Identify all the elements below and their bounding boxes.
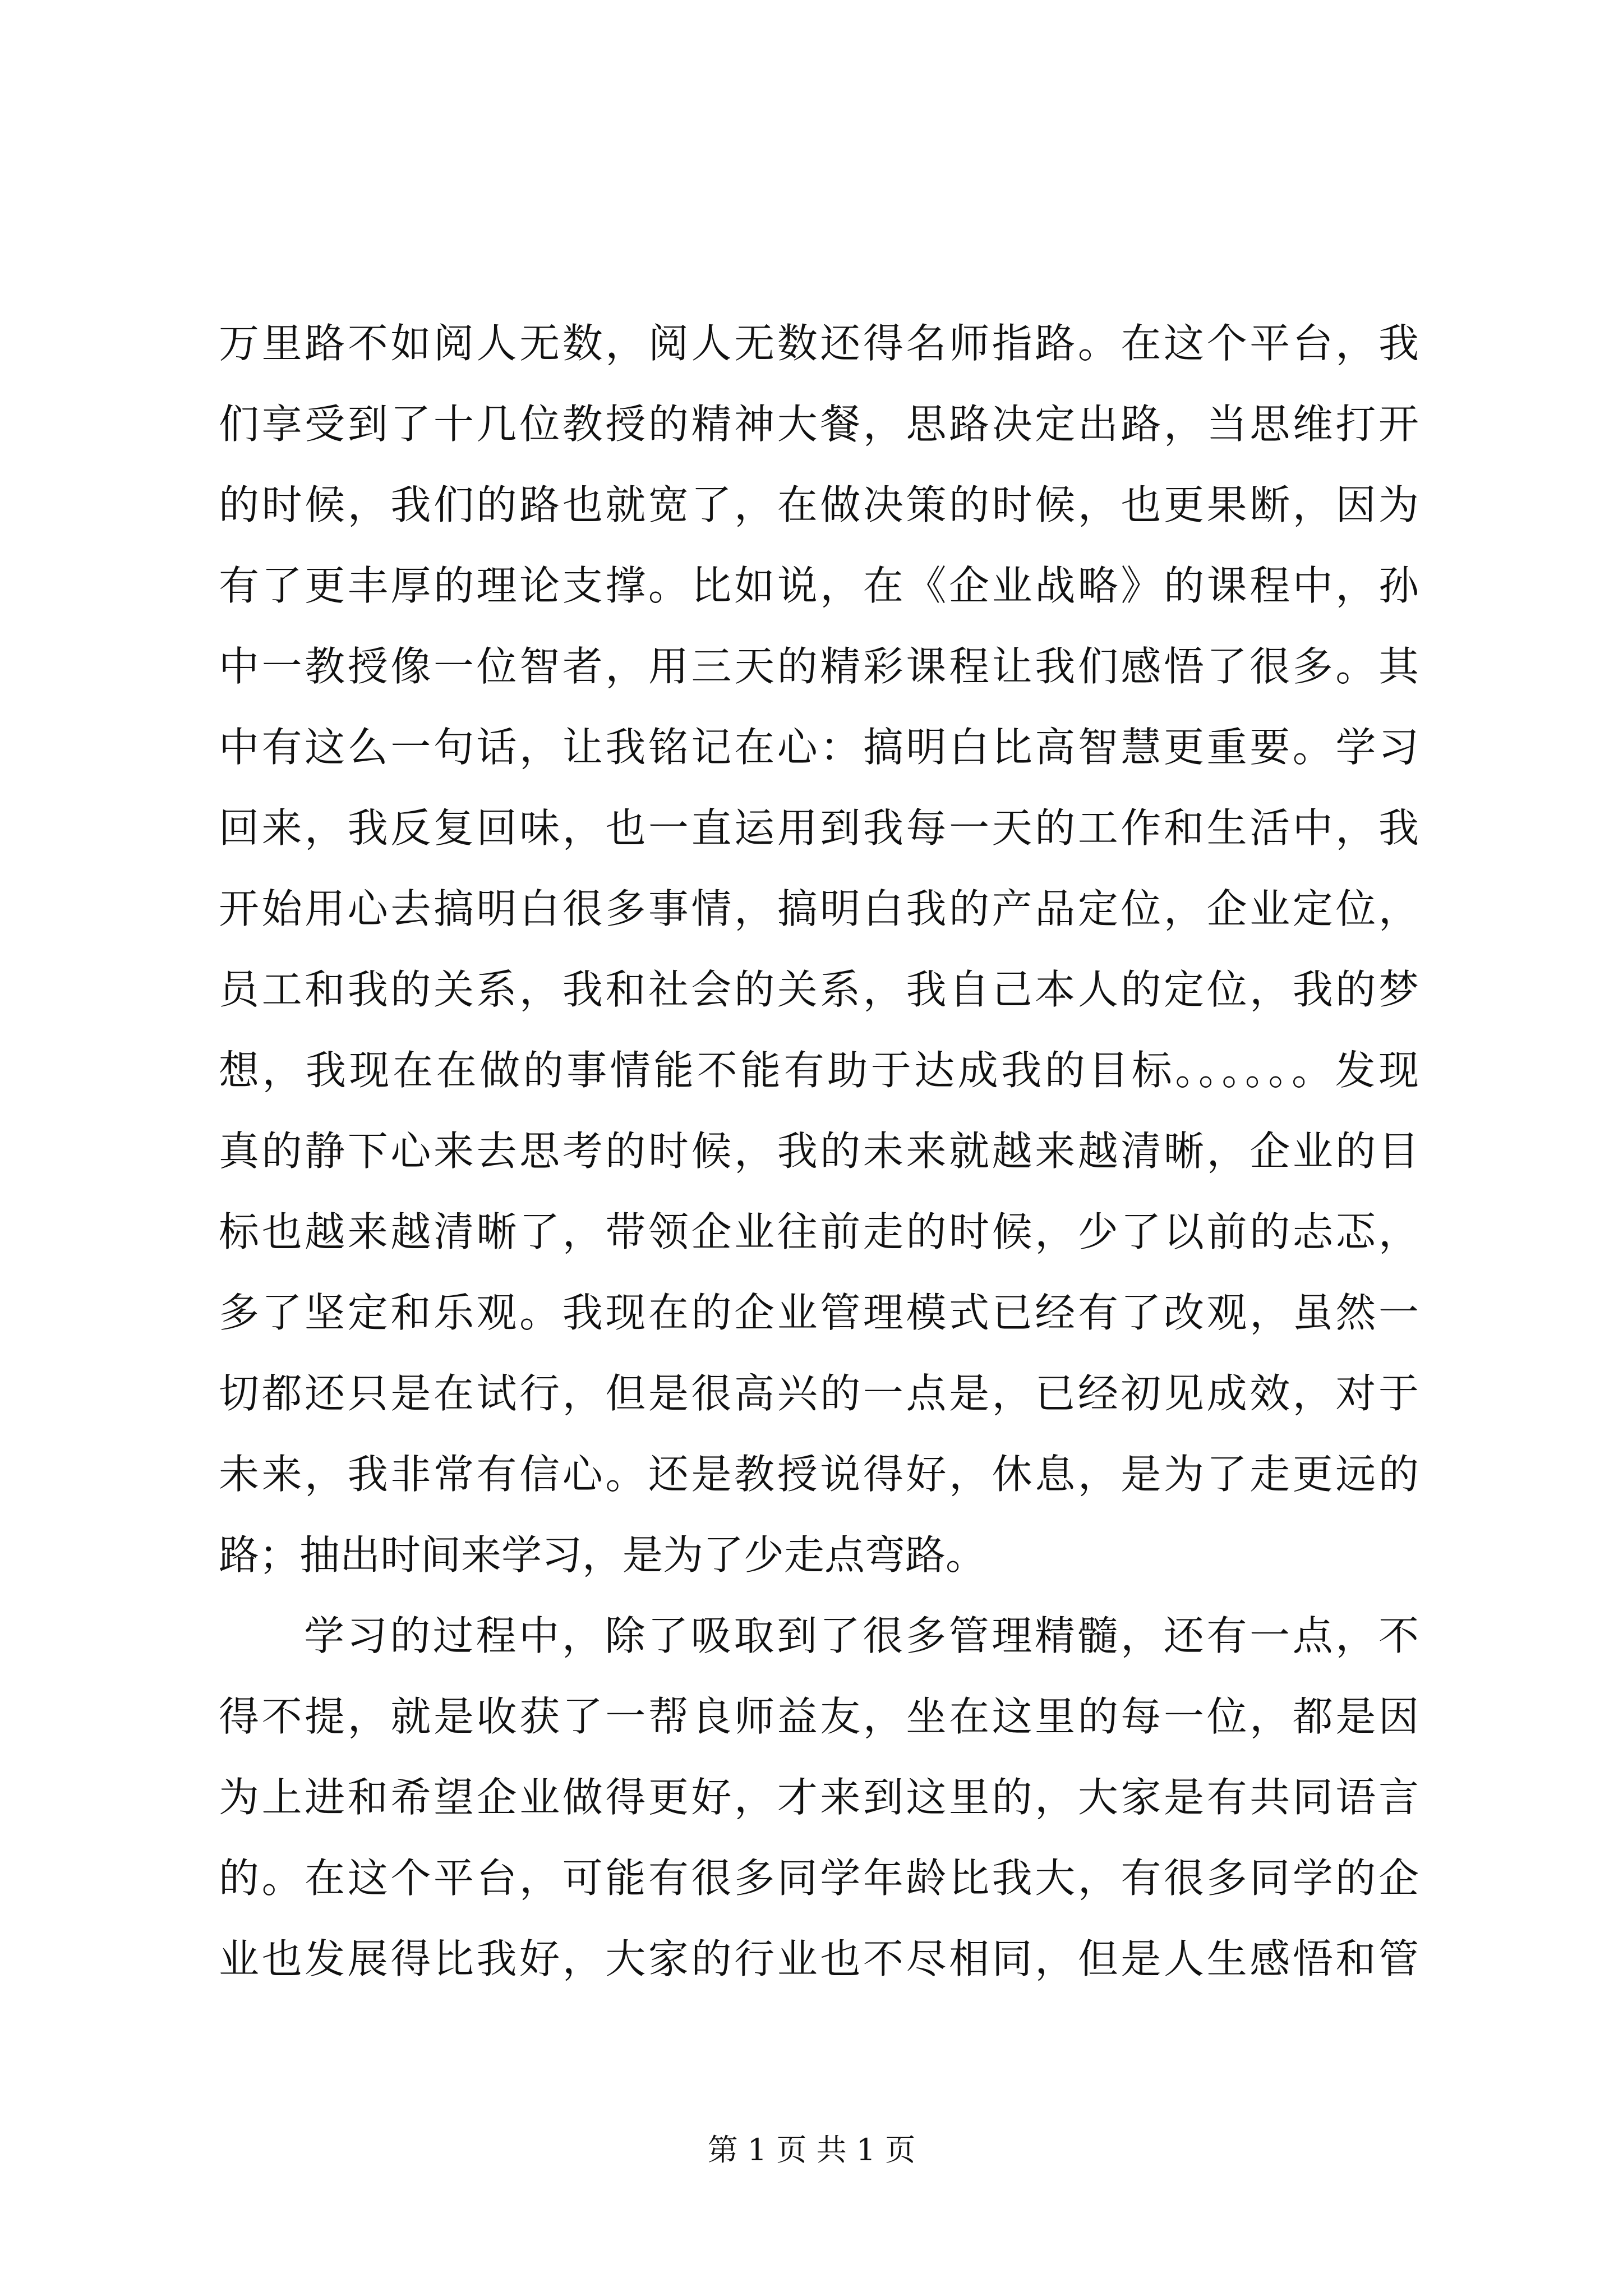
page-footer (0, 2126, 1623, 2169)
text-line: 切都还只是在试行，但是很高兴的一点是，已经初见成效，对于 (219, 1370, 1419, 1417)
text-line: 业也发展得比我好，大家的行业也不尽相同，但是人生感悟和管 (219, 1935, 1419, 1982)
document-body (219, 303, 1419, 1999)
text-line: 想，我现在在做的事情能不能有助于达成我的目标。。。。。。发现 (219, 1047, 1419, 1094)
text-line: 中一教授像一位智者，用三天的精彩课程让我们感悟了很多。其 (219, 643, 1419, 690)
text-line: 标也越来越清晰了，带领企业往前走的时候，少了以前的忐忑， (219, 1208, 1419, 1255)
text-line: 学习的过程中，除了吸取到了很多管理精髓，还有一点，不 (304, 1612, 1419, 1659)
text-line: 真的静下心来去思考的时候，我的未来就越来越清晰，企业的目 (219, 1128, 1419, 1175)
text-line: 的时候，我们的路也就宽了，在做决策的时候，也更果断，因为 (219, 481, 1419, 528)
text-line: 得不提，就是收获了一帮良师益友，坐在这里的每一位，都是因 (219, 1693, 1419, 1740)
page-number: 第 1 页 共 1 页 (707, 2132, 916, 2168)
text-line: 多了坚定和乐观。我现在的企业管理模式已经有了改观，虽然一 (219, 1289, 1419, 1336)
paragraph-1 (219, 303, 1419, 1595)
text-line: 回来，我反复回味，也一直运用到我每一天的工作和生活中，我 (219, 804, 1419, 852)
text-line: 的。在这个平台，可能有很多同学年龄比我大，有很多同学的企 (219, 1855, 1419, 1902)
text-line: 为上进和希望企业做得更好，才来到这里的，大家是有共同语言 (219, 1774, 1419, 1821)
text-line: 员工和我的关系，我和社会的关系，我自己本人的定位，我的梦 (219, 966, 1419, 1013)
text-line: 有了更丰厚的理论支撑。比如说，在《企业战略》的课程中，孙 (219, 562, 1419, 609)
text-line: 未来，我非常有信心。还是教授说得好，休息，是为了走更远的 (219, 1451, 1419, 1498)
text-line: 中有这么一句话，让我铭记在心：搞明白比高智慧更重要。学习 (219, 724, 1419, 771)
text-line: 万里路不如阅人无数，阅人无数还得名师指路。在这个平台，我 (219, 320, 1419, 367)
text-line: 们享受到了十几位教授的精神大餐，思路决定出路，当思维打开 (219, 401, 1419, 448)
text-line: 开始用心去搞明白很多事情，搞明白我的产品定位，企业定位， (219, 885, 1419, 932)
text-line: 路；抽出时间来学习，是为了少走点弯路。 (219, 1531, 986, 1579)
paragraph-2 (219, 1595, 1419, 1999)
